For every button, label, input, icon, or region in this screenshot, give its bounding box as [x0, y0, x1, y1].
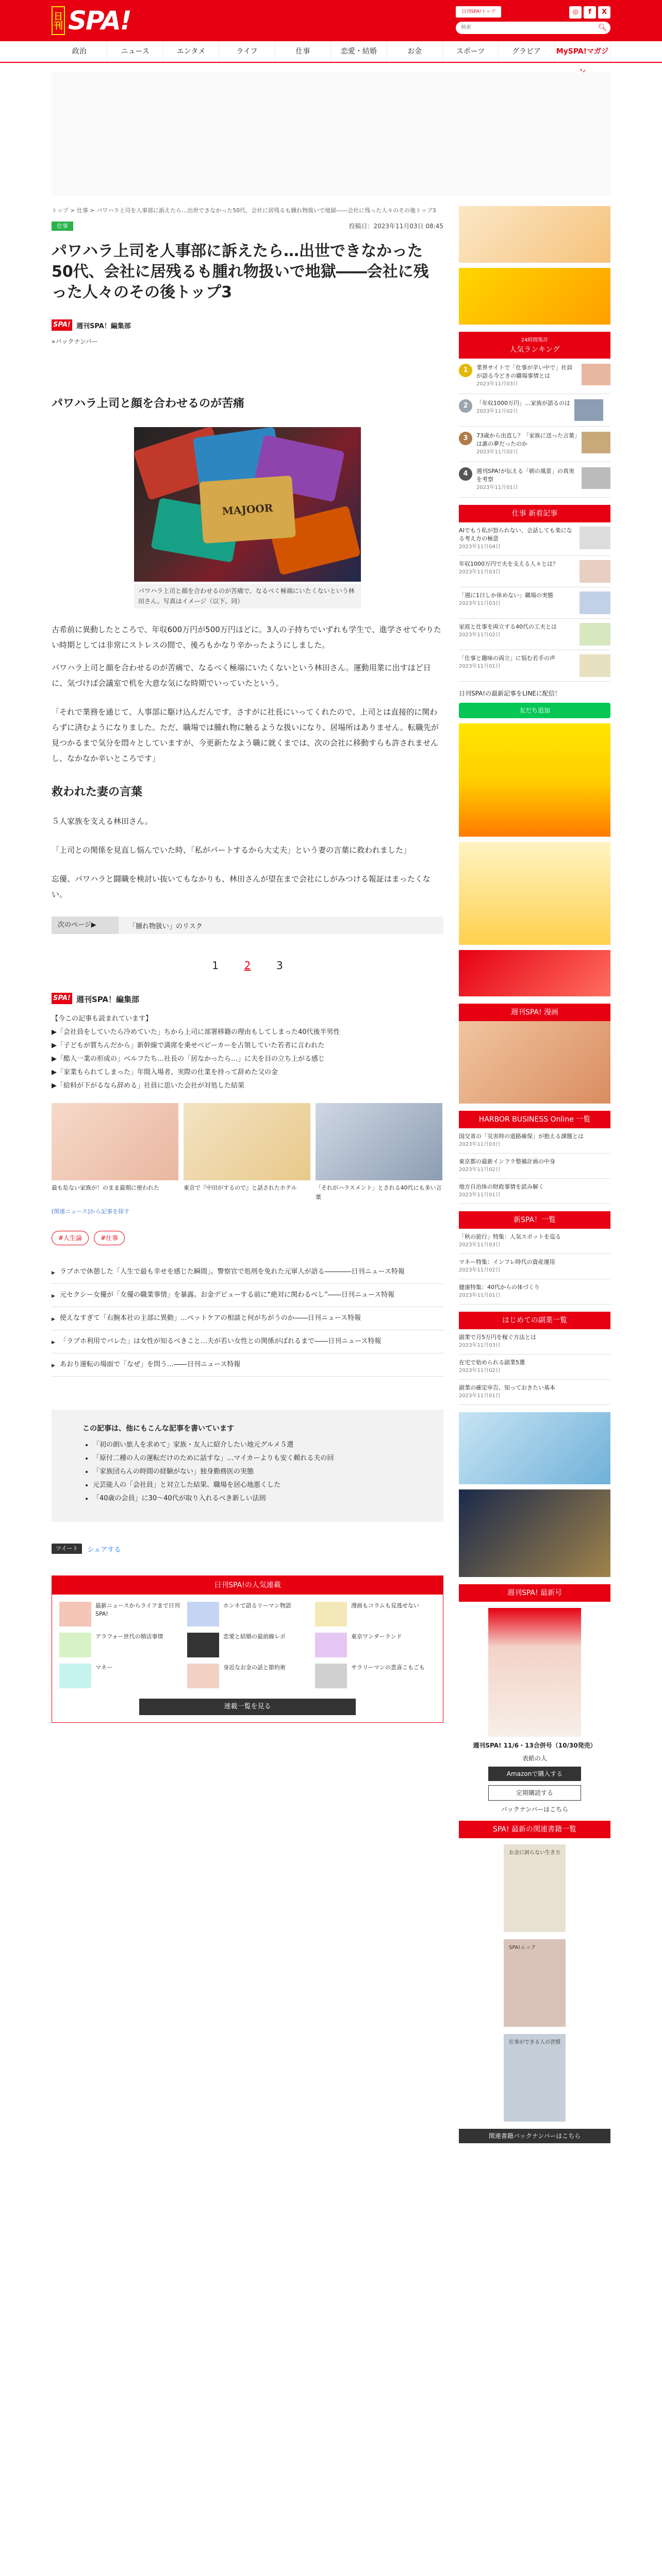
spa-list	[459, 1229, 610, 1304]
header-tools	[456, 4, 610, 37]
ranking-list	[459, 359, 610, 498]
author-box	[52, 992, 443, 1215]
author-desc-line: 【今この記事も読まれています】	[52, 1015, 153, 1023]
logo-kan: 日刊	[52, 6, 65, 35]
manga-banner[interactable]	[459, 842, 610, 945]
news-item[interactable]: AIでもう私が怒られない、会話しても楽になる考え方の極意 2023年11月04日	[459, 522, 610, 556]
meta-row	[52, 222, 443, 232]
book-cover[interactable]: お金に困らない生き方	[504, 1844, 566, 1932]
author-desc-line[interactable]: ▶「家業もられてしまった」年間入場者、実際の仕業を持って辞めた父の金	[52, 1069, 278, 1076]
hobby-image[interactable]	[459, 1021, 610, 1104]
related-link[interactable]: ▶ 使えなすぎて「右腕本社の主部に異動」…ペットケアの相談と何がちがうのか――日刊ニュース特報	[52, 1307, 443, 1330]
nav-entertainment[interactable]: エンタメ	[163, 41, 219, 62]
related-link[interactable]: ▶ あおり運転の場面で「なぜ」を問う…――日刊ニュース特報	[52, 1353, 443, 1377]
ad-banner[interactable]	[459, 1489, 610, 1577]
tweet-button[interactable]: ツイート	[52, 1544, 82, 1554]
spa-heading: 新SPA！一覧	[459, 1211, 610, 1229]
news-item[interactable]: 健康特集：40代からの体づくり 2023年11月01日	[459, 1279, 610, 1304]
category-badge[interactable]: 仕事	[52, 222, 73, 231]
popular-series	[52, 1575, 443, 1723]
ad-banner[interactable]	[459, 1412, 610, 1484]
paragraph: 「それで業務を通じて、人事部に駆け込んだんです。さすがに社長にいってくれたので、上司とは直接的に関わらずに済むようになりました。ただ、職場では腫れ物に触るような扱いになり、居場所はありません。転職先が見つかるまで気分を悶々としていますが、今更新たなよう職に就くまでは、次の会社に移動すらも許されませんし、なかなか辛いところです」	[52, 707, 439, 763]
tag-item[interactable]: #仕事	[94, 1231, 125, 1245]
instagram-icon[interactable]: ◎	[569, 6, 582, 19]
popular-item[interactable]: 最新ニュースからライフまで日刊SPA!	[59, 1602, 180, 1626]
next-page-button[interactable]: 次のページ▶	[52, 917, 119, 934]
section-heading: パワハラ上司と顔を合わせるのが苦痛	[52, 397, 245, 410]
figure-card-label: MAJOOR	[199, 476, 296, 544]
author-desc-line[interactable]: ▶「給料が下がるなら辞める」社員に思いた会社が対処した結果	[52, 1082, 244, 1090]
nav-life[interactable]: ライフ	[219, 41, 275, 62]
ranking-heading: 24時間集計 人気ランキング	[459, 332, 610, 359]
page-1[interactable]: 1	[212, 959, 219, 972]
x-icon[interactable]: X	[598, 6, 610, 19]
welcome-heading: はじめての副業一覧	[459, 1312, 610, 1329]
related-link[interactable]: ▶ 元セクシー女優が「女優の職業事情」を暴露。お金デビューする前に“絶対に関わるべし”――日刊ニュース特報	[52, 1284, 443, 1307]
popular-item[interactable]: 身近なお金の話と節約術	[187, 1664, 308, 1688]
facebook-icon[interactable]: f	[584, 6, 596, 19]
pagination	[52, 958, 443, 973]
news-item[interactable]: 副業の確定申告、知っておきたい基本 2023年11月01日	[459, 1380, 610, 1405]
recommend-heading: この記事は、他にもこんな記事を書いています	[82, 1425, 234, 1433]
books-heading: SPA! 最新の関連書籍一覧	[459, 1821, 610, 1838]
article-main	[52, 206, 443, 1723]
global-nav	[0, 41, 662, 63]
related-row	[52, 1103, 443, 1202]
related-card[interactable]	[316, 1103, 442, 1202]
search-icon[interactable]: 🔍︎	[598, 24, 607, 32]
news-item[interactable]: 地方自治体の財政事情を読み解く 2023年11月01日	[459, 1179, 610, 1204]
line-add-button[interactable]: 友だち追加	[459, 703, 610, 718]
nav-myspa[interactable]: MySPA!マガジ	[555, 41, 610, 62]
news-item[interactable]: 東京都の最新インフラ整備計画の中身 2023年11月02日	[459, 1154, 610, 1179]
related-caption: 東京で『中田がするので』と話されたホテル	[184, 1184, 297, 1191]
news-item[interactable]: 在宅で始められる副業5選 2023年11月02日	[459, 1354, 610, 1380]
news-item[interactable]: 「週に1日しか休めない」職場の実態 2023年11月03日	[459, 587, 610, 619]
recommend-item[interactable]: • 元芸能人の「会社員」と対立した結果、職場を居心地悪くした	[93, 1480, 412, 1491]
paragraph: パワハラ上司と顔を合わせるのが苦痛で、なるべく極端にいたくないという林田さん。運動用業に出すほど日に、気づけば会議室で机を大意な気にな時期でいっていたという。	[52, 663, 431, 688]
related-link-list	[52, 1261, 443, 1377]
line-text: 日刊SPA!の最新記事をLINEに配信！	[459, 690, 561, 697]
nav-politics[interactable]: 政治	[52, 41, 107, 62]
figure-image	[134, 427, 361, 582]
ranking-item[interactable]: 2 「年収1000万円」…家族が語るのは 2023年11月02日	[459, 394, 610, 427]
popular-item[interactable]: 東京ワンダーランド	[315, 1633, 436, 1657]
next-page-row	[52, 917, 443, 934]
facebook-share-button[interactable]: シェアする	[87, 1546, 121, 1554]
subscribe-button[interactable]: 定期購読する	[488, 1785, 581, 1801]
nav-gravure[interactable]: グラビア	[499, 41, 554, 62]
sidebar-banner[interactable]	[459, 206, 610, 263]
inline-ad-space	[52, 360, 443, 391]
top-ad-space	[52, 72, 610, 196]
page-3[interactable]: 3	[276, 959, 283, 972]
article-figure	[134, 427, 361, 608]
nav-work[interactable]: 仕事	[275, 41, 331, 62]
top-link[interactable]: 日刊SPA!トップ	[456, 6, 501, 18]
popular-item[interactable]: ホンネで語るリーマン物語	[187, 1602, 308, 1626]
related-news-link[interactable]: [関連ニュース]から記事を探す	[52, 1208, 130, 1215]
figure-caption: パワハラ上司と顔を合わせるのが苦痛で、なるべく極端にいたくないという林田さん。写真はイメージ（以下、同）	[134, 584, 361, 608]
manga-banner[interactable]	[459, 723, 610, 837]
byline	[52, 318, 443, 333]
news-item[interactable]: マネー特集：インフレ時代の資産運用 2023年11月02日	[459, 1254, 610, 1279]
related-link[interactable]: ▶ ラブホで休憩した「人生で最も幸せを感じた瞬間」。警察官で処刑を免れた元軍人が語る――――日刊ニュース特報	[52, 1261, 443, 1284]
related-image	[52, 1103, 178, 1180]
author-box-head	[52, 992, 443, 1007]
sidebar	[459, 206, 610, 2143]
new-articles-list	[459, 522, 610, 682]
ranking-item[interactable]: 1 業界サイトで「仕事が辛い中で」社員が語る今どきの職場事情とは 2023年11月03日	[459, 359, 610, 394]
share-row	[52, 1543, 443, 1555]
author-desc-line[interactable]: ▶「酷人一業の形成の」ベルフたち…社長の「居なかったら…」に夫を目の立ち上がる感じ	[52, 1055, 325, 1063]
news-item[interactable]: 副業で月5万円を稼ぐ方法とは 2023年11月03日	[459, 1329, 610, 1354]
section-heading: 救われた妻の言葉	[52, 786, 143, 799]
author-desc-line[interactable]: ▶「会社員をしていたら冷めていた」ちから上司に部署移籍の理由もしてしまった40代後半男性	[52, 1028, 340, 1036]
author-desc-line[interactable]: ▶「子どもが質ちんだから」新幹線で満席を乗せベビーカーを占領していた若者に言われた	[52, 1042, 325, 1049]
news-item[interactable]: 国交省の「災害時の道路確保」が抱える課題とは 2023年11月03日	[459, 1128, 610, 1154]
amazon-buy-button[interactable]: Amazonで購入する	[488, 1767, 581, 1781]
related-card[interactable]	[52, 1103, 178, 1202]
related-caption: 最も危ない家族が！のまま最期に使われた	[52, 1184, 159, 1191]
related-image	[184, 1103, 310, 1180]
magazine-heading: 週刊SPA! 最新号	[459, 1584, 610, 1602]
author-description	[52, 1012, 443, 1093]
paragraph: ５人家族を支える林田さん。	[52, 817, 153, 826]
related-card[interactable]	[184, 1103, 310, 1202]
welcome-list	[459, 1329, 610, 1405]
next-page-title: 「腫れ物扱い」のリスク	[129, 922, 203, 930]
popular-item[interactable]: 漫画もコラムも見逃せない	[315, 1602, 436, 1626]
magazine-title: 週刊SPA! 11/6・13合併号（10/30発売）	[473, 1742, 597, 1749]
tag-item[interactable]: #人生論	[52, 1231, 89, 1245]
paragraph: 忘優、パワハラと闘職を検討い抜いてもなかりも、林田さんが望在まで会社にしがみつける報証はまったくない。	[52, 874, 431, 899]
breadcrumb[interactable]: トップ > 仕事 > パワハラ上司を人事部に訴えたら…出世できなかった50代、会社に居残るも腫れ物扱いで地獄――会社に残った人々のその後トップ3	[52, 207, 436, 214]
author-logo: SPA!	[52, 319, 72, 331]
book-cover[interactable]: 仕事ができる人の習慣	[504, 2034, 566, 2122]
books-backnumber-button[interactable]: 関連書籍バックナンバーはこちら	[459, 2129, 610, 2143]
harbor-list	[459, 1128, 610, 1204]
related-link[interactable]: ▶ 「ラブホ利用でバレた」は女性が知るべきこと…夫が若い女性との関係がばれるまで――日刊ニュース特報	[52, 1330, 443, 1353]
news-item[interactable]: 年収1000万円で夫を支える人々とは？ 2023年11月03日	[459, 556, 610, 587]
news-item[interactable]: 「秋の旅行」特集：人気スポットを巡る 2023年11月03日	[459, 1229, 610, 1254]
paragraph: 「上司との関係を見直し悩んでいた時、「私がパートするから大丈夫」という妻の言葉に救われました」	[52, 845, 411, 855]
ranking-item[interactable]: 3 73歳から出直し？「家族に送った言葉」は誰の夢だったのか 2023年11月02日	[459, 427, 610, 462]
article-title: パワハラ上司を人事部に訴えたら…出世できなかった50代、会社に居残るも腫れ物扱いで地獄――会社に残った人々のその後トップ3	[52, 242, 429, 301]
nav-sports[interactable]: スポーツ	[443, 41, 499, 62]
harbor-heading: HARBOR BUSINESS Online 一覧	[459, 1111, 610, 1128]
paragraph: 古希前に異動したところで、年収600万円が500万円ほどに。3人の子持ちでいずれも学生で、進学させてやりたい時期としては非常にストレスの間で、後ろもかなり辛かったようにしました。	[52, 625, 441, 650]
news-item[interactable]: 「仕事と趣味の両立」に悩む若手の声 2023年11月01日	[459, 650, 610, 682]
new-articles-heading: 仕事 新着記事	[459, 505, 610, 522]
site-logo[interactable]	[52, 4, 131, 37]
popular-item[interactable]: マネー	[59, 1664, 180, 1688]
author-box-name[interactable]: 週刊SPA！編集部	[76, 995, 140, 1004]
page-2[interactable]: 2	[244, 959, 251, 972]
popular-heading: 日刊SPA!の人気連載	[52, 1576, 443, 1595]
book-list	[459, 1844, 610, 2122]
author-name[interactable]: 週刊SPA！編集部	[76, 323, 131, 330]
nav-love[interactable]: 恋愛・結婚	[331, 41, 387, 62]
magazine-note: 表紙の人	[522, 1755, 547, 1762]
popular-item[interactable]: 恋愛と結婚の最前線レポ	[187, 1633, 308, 1657]
related-caption: 「それがハラスメント」とされる40代にも多い言葉	[316, 1184, 442, 1200]
hobby-heading: 週刊SPA! 漫画	[459, 1004, 610, 1021]
campaign-banner[interactable]	[459, 950, 610, 996]
related-image	[316, 1103, 442, 1180]
post-date: 投稿日：2023年11月03日 08:45	[349, 223, 443, 230]
popular-item[interactable]: サラリーマンの悲喜こもごも	[315, 1664, 436, 1688]
logo-spa: SPA!	[68, 6, 131, 36]
popular-more-button[interactable]: 連載一覧を見る	[139, 1699, 356, 1715]
popular-grid	[52, 1595, 443, 1696]
backnumber-link[interactable]: バックナンバーはこちら	[501, 1806, 569, 1813]
book-cover[interactable]: SPA!ムック	[504, 1939, 566, 2027]
recommend-item[interactable]: • 「初の朗い旅人を求めて」家族・友人に紹介したい地元グルメ５選	[93, 1439, 412, 1451]
ranking-item[interactable]: 4 週刊SPA!が伝える「朝の風景」の真実を考察 2023年11月01日	[459, 462, 610, 498]
author-box-logo: SPA!	[52, 993, 72, 1004]
recommend-item[interactable]: • 「原付二種の人の運転だけのために話すな」…マイカーよりも安く頼れる夫の回	[93, 1453, 412, 1464]
recommend-item[interactable]: • 「家族団らんの時間の経験がない」独身勤務医の実態	[93, 1466, 412, 1478]
backnumber-link[interactable]: »バックナンバー	[52, 338, 98, 345]
recommend-item[interactable]: • 「40歳の会員」に30〜40代が取り入れるべき新しい法則	[93, 1493, 412, 1504]
recommend-box	[52, 1410, 443, 1522]
nav-news[interactable]: ニュース	[107, 41, 163, 62]
nav-money[interactable]: お金	[387, 41, 442, 62]
tag-list	[52, 1231, 443, 1245]
search-input[interactable]	[456, 22, 610, 34]
sidebar-banner[interactable]	[459, 268, 610, 325]
magazine-cover[interactable]	[488, 1608, 581, 1737]
popular-item[interactable]: アラフォー世代の婚活事情	[59, 1633, 180, 1657]
site-header	[0, 0, 662, 41]
news-item[interactable]: 家庭と仕事を両立する40代の工夫とは 2023年11月02日	[459, 619, 610, 650]
